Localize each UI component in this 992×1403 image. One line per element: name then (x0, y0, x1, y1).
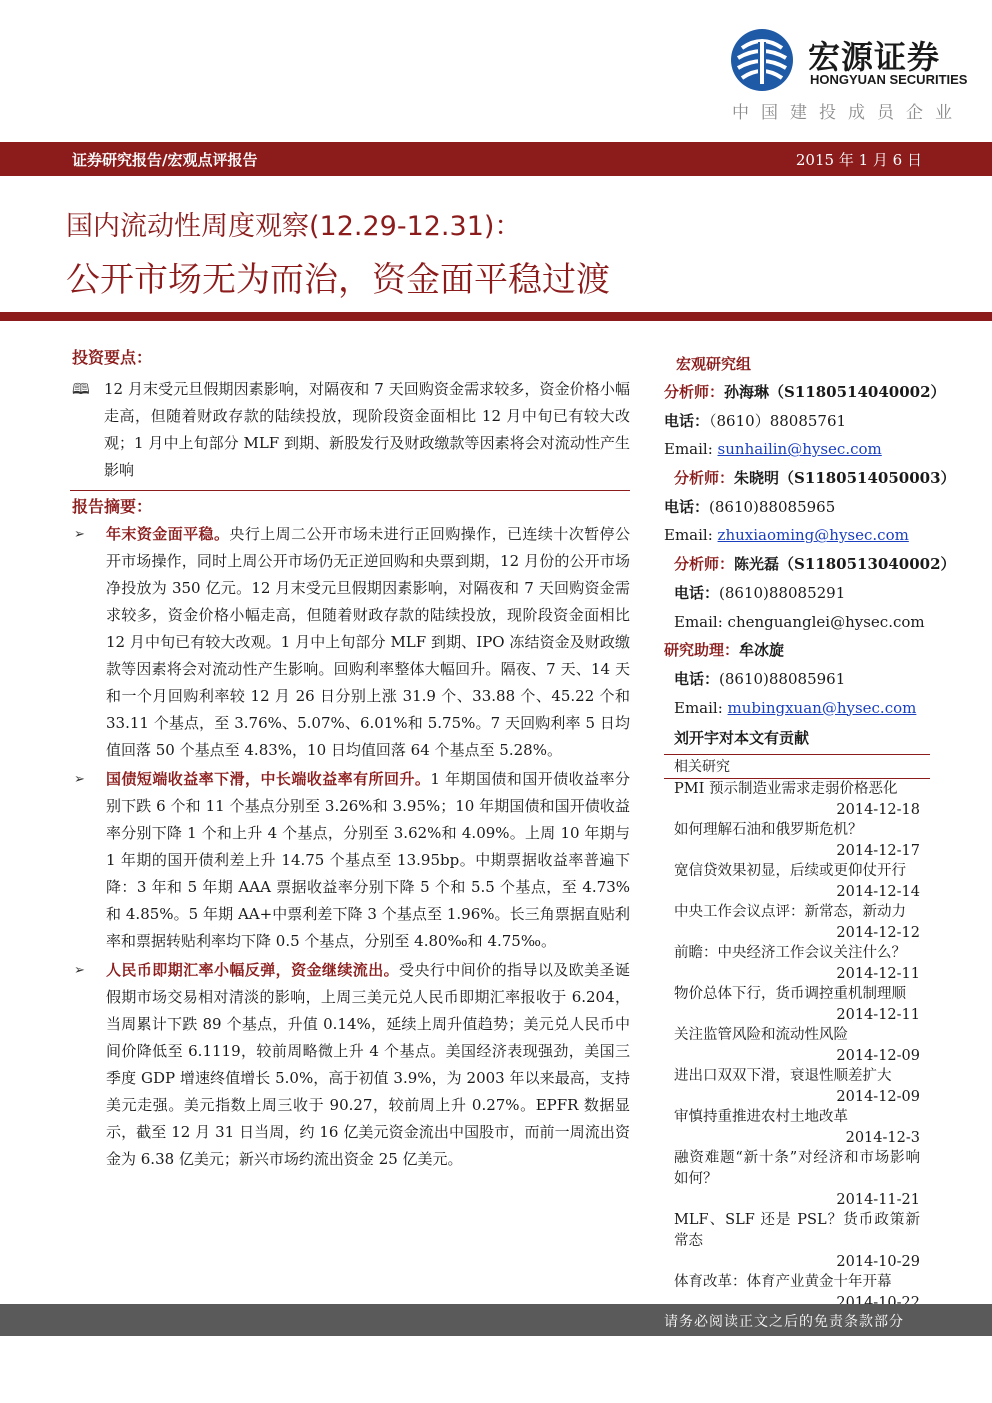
hongyuan-logo-icon (730, 28, 794, 92)
title-divider (0, 312, 992, 321)
related-research-date: 2014-12-09 (836, 1089, 920, 1106)
summary-body: 央行上周二公开市场未进行正回购操作，已连续十次暂停公开市场操作，同时上周公开市场仍无正逆回购和央票到期，12 月份的公开市场净投放为 350 亿元。12 月末受元旦假期因素影响，对隔夜和 7 天回购资金需求较多，资金价格小幅走高，但随着财政存款的陆续投放，现阶段资金面相比 12 月中旬已有较大改观。1 月中上旬部分 MLF 到期、IPO 冻结资金及财政缴款等因素将会对流动性产生影响。回购利率整体大幅回升。隔夜、7 天、14 天和一个月回购利率较 12 月 26 日分别上涨 31.9 个、33.88 个、45.22 个和 33.11 个基点，至 3.76%、5.07%、6.01%和 5.75%。7 天回购利率 5 日均值回落 50 个基点至 4.83%，10 日均值回落 64 个基点至 5.28%。 (106, 525, 630, 759)
summary-heading: 报告摘要： (72, 497, 153, 516)
research-group: 宏观研究组 (676, 355, 752, 373)
analyst-phone: (8610)88085965 (709, 497, 836, 516)
related-research-title: 体育改革：体育产业黄金十年开幕 (674, 1274, 892, 1291)
related-research-date: 2014-12-17 (836, 843, 920, 860)
related-research-title: MLF、SLF 还是 PSL？货币政策新常态 (674, 1212, 920, 1250)
arrow-bullet-icon: ➢ (74, 963, 85, 978)
report-title-line1: 国内流动性周度观察(12.29-12.31)： (66, 211, 522, 242)
email-label: Email: (674, 612, 723, 631)
phone-label: 电话： (664, 411, 710, 430)
contribution-note: 刘开宇对本文有贡献 (674, 729, 810, 748)
key-points-text: 12 月末受元旦假期因素影响，对隔夜和 7 天回购资金需求较多，资金价格小幅走高，但随着财政存款的陆续投放，现阶段资金面相比 12 月中旬已有较大改观；1 月中上旬部分 MLF 到期、新股发行及财政缴款等因素将会对流动性产生影响 (104, 380, 630, 479)
assistant-name: 牟冰旋 (739, 641, 785, 660)
analyst-name-row (664, 378, 946, 407)
analyst-label: 分析师： (674, 555, 735, 574)
arrow-bullet-icon: ➢ (74, 527, 85, 542)
assistant-phone-row (664, 665, 930, 694)
analyst-email-link[interactable]: sunhailin@hysec.com (717, 440, 882, 459)
related-research-title: 宽信贷效果初显，后续或更仰仗开行 (674, 863, 906, 880)
related-research-item[interactable] (664, 1107, 930, 1148)
summary-text (106, 957, 630, 1173)
summary-text (106, 521, 630, 764)
related-research-title: 审慎持重推进农村土地改革 (674, 1109, 848, 1126)
analyst-email-row (664, 435, 930, 464)
related-research-title: 中央工作会议点评：新常态，新动力 (674, 904, 906, 921)
email-label: Email: (674, 698, 723, 717)
key-points-item (70, 376, 630, 484)
summary-lead: 国债短端收益率下滑，中长端收益率有所回升。 (106, 770, 431, 788)
summary-text (106, 766, 630, 955)
sidebar (664, 350, 956, 1314)
analyst-email-link[interactable]: zhuxiaoming@hysec.com (717, 526, 909, 545)
analyst-phone: (8610)88085291 (719, 583, 846, 602)
related-research-date: 2014-11-21 (836, 1192, 920, 1209)
related-research-item[interactable] (664, 902, 930, 943)
email-label: Email: (664, 526, 713, 545)
related-research-title: 如何理解石油和俄罗斯危机？ (674, 822, 863, 839)
assistant-name-row (664, 636, 930, 665)
related-research-list (664, 779, 930, 1313)
assistant-label: 研究助理： (664, 641, 740, 660)
analyst-label: 分析师： (664, 383, 725, 401)
analyst-label: 分析师： (674, 469, 735, 488)
summary-item (70, 521, 630, 764)
analyst-email: chenguanglei@hysec.com (727, 612, 925, 631)
related-research-item[interactable] (664, 943, 930, 984)
header-band (0, 142, 992, 176)
phone-label: 电话： (674, 583, 720, 602)
analyst-name-row (664, 550, 956, 579)
analyst-name-row (664, 464, 956, 493)
analyst-phone-row (664, 493, 930, 522)
related-research-title: 前瞻：中央经济工作会议关注什么？ (674, 945, 906, 962)
phone-label: 电话： (664, 497, 710, 516)
brand-name-en: HONGYUAN SECURITIES (810, 72, 968, 87)
related-research-item[interactable] (664, 1025, 930, 1066)
report-category: 证券研究报告/宏观点评报告 (72, 151, 258, 169)
related-research-date: 2014-12-11 (836, 1007, 920, 1024)
related-research-title: 物价总体下行，货币调控重机制理顺 (674, 986, 906, 1003)
analyst-email-row (664, 608, 930, 637)
related-research (664, 754, 930, 1314)
related-research-date: 2014-12-14 (836, 884, 920, 901)
related-research-date: 2014-12-18 (836, 802, 920, 819)
analyst-name: 陈光磊（S1180513040002） (734, 555, 956, 574)
summary-item (70, 766, 630, 955)
related-research-title: 进出口双双下滑，衰退性顺差扩大 (674, 1068, 892, 1085)
related-research-title: 融资难题“新十条”对经济和市场影响如何？ (674, 1150, 920, 1188)
related-research-item[interactable] (664, 1066, 930, 1107)
analyst-phone-row (664, 579, 930, 608)
analyst-name: 朱晓明（S1180514050003） (734, 469, 956, 488)
phone-label: 电话： (674, 669, 720, 688)
summary-body: 1 年期国债和国开债收益率分别下跌 6 个和 11 个基点分别至 3.26%和 3.95%；10 年期国债和国开债收益率分别下降 1 个和上升 4 个基点，分别至 3.62%和 4.09%。上周 10 年期与 1 年期的国开债利差上升 14.75 个基点至 13.95bp。中期票据收益率普遍下降：3 年和 5 年期 AAA 票据收益率分别下降 5 个和 5.5 个基点，至 4.73%和 4.85%。5 年期 AA+中票利差下降 3 个基点至 1.96%。长三角票据直贴利率和票据转贴利率均下降 0.5 个基点，分别至 4.80‰和 4.75‰。 (106, 770, 630, 950)
related-research-date: 2014-12-12 (836, 925, 920, 942)
related-research-item[interactable] (664, 1148, 930, 1210)
brand-name-cn: 宏源证券 (808, 38, 941, 76)
key-points-heading: 投资要点： (72, 348, 153, 367)
related-research-item[interactable] (664, 779, 930, 820)
related-research-date: 2014-12-3 (845, 1130, 920, 1147)
related-research-date: 2014-12-09 (836, 1048, 920, 1065)
disclaimer-note: 请务必阅读正文之后的免责条款部分 (664, 1314, 904, 1330)
analyst-phone-row (664, 407, 930, 436)
analyst-name: 孙海琳（S1180514040002） (724, 383, 946, 401)
main-column (70, 346, 630, 1173)
summary-lead: 年末资金面平稳。 (106, 525, 230, 543)
related-research-title: PMI 预示制造业需求走弱价格恶化 (674, 781, 898, 798)
related-research-heading: 相关研究 (664, 755, 930, 779)
summary-item (70, 957, 630, 1173)
related-research-title: 关注监管风险和流动性风险 (674, 1027, 848, 1044)
related-research-item[interactable] (664, 984, 930, 1025)
analyst-email-row (664, 521, 930, 550)
related-research-item[interactable] (664, 1210, 930, 1272)
assistant-email-link[interactable]: mubingxuan@hysec.com (727, 698, 917, 717)
related-research-item[interactable] (664, 820, 930, 861)
email-label: Email: (664, 440, 713, 459)
report-date: 2015 年 1 月 6 日 (795, 151, 922, 169)
book-icon: 🕮 (72, 380, 90, 398)
summary-lead: 人民币即期汇率小幅反弹，资金继续流出。 (106, 961, 400, 979)
related-research-date: 2014-12-11 (836, 966, 920, 983)
related-research-date: 2014-10-29 (836, 1254, 920, 1271)
related-research-item[interactable] (664, 861, 930, 902)
summary-body: 受央行中间价的指导以及欧美圣诞假期市场交易相对清淡的影响，上周三美元兑人民币即期汇率报收于 6.204，当周累计下跌 89 个基点，升值 0.14%，延续上周升值趋势；美元兑人民币中间价降低至 6.1119，较前周略微上升 4 个基点。美国经济表现强劲，美国三季度 GDP 增速终值增长 5.0%，高于初值 3.9%，为 2003 年以来最高，支持美元走强。美元指数上周三收于 90.27，较前周上升 0.27%。EPFR 数据显示，截至 12 月 31 日当周，约 16 亿美元资金流出中国股市，而前一周流出资金为 6.38 亿美元；新兴市场约流出资金 25 亿美元。 (106, 961, 630, 1168)
arrow-bullet-icon: ➢ (74, 772, 85, 787)
assistant-phone: (8610)88085961 (719, 669, 846, 688)
analyst-phone: （8610）88085761 (709, 411, 847, 430)
brand-subtitle: 中国建投成员企业 (732, 103, 964, 123)
brand-logo (730, 22, 970, 122)
report-title-line2: 公开市场无为而治，资金面平稳过渡 (66, 260, 610, 300)
section-divider (70, 490, 630, 491)
assistant-email-row (664, 694, 930, 723)
footer-band (0, 1304, 992, 1336)
